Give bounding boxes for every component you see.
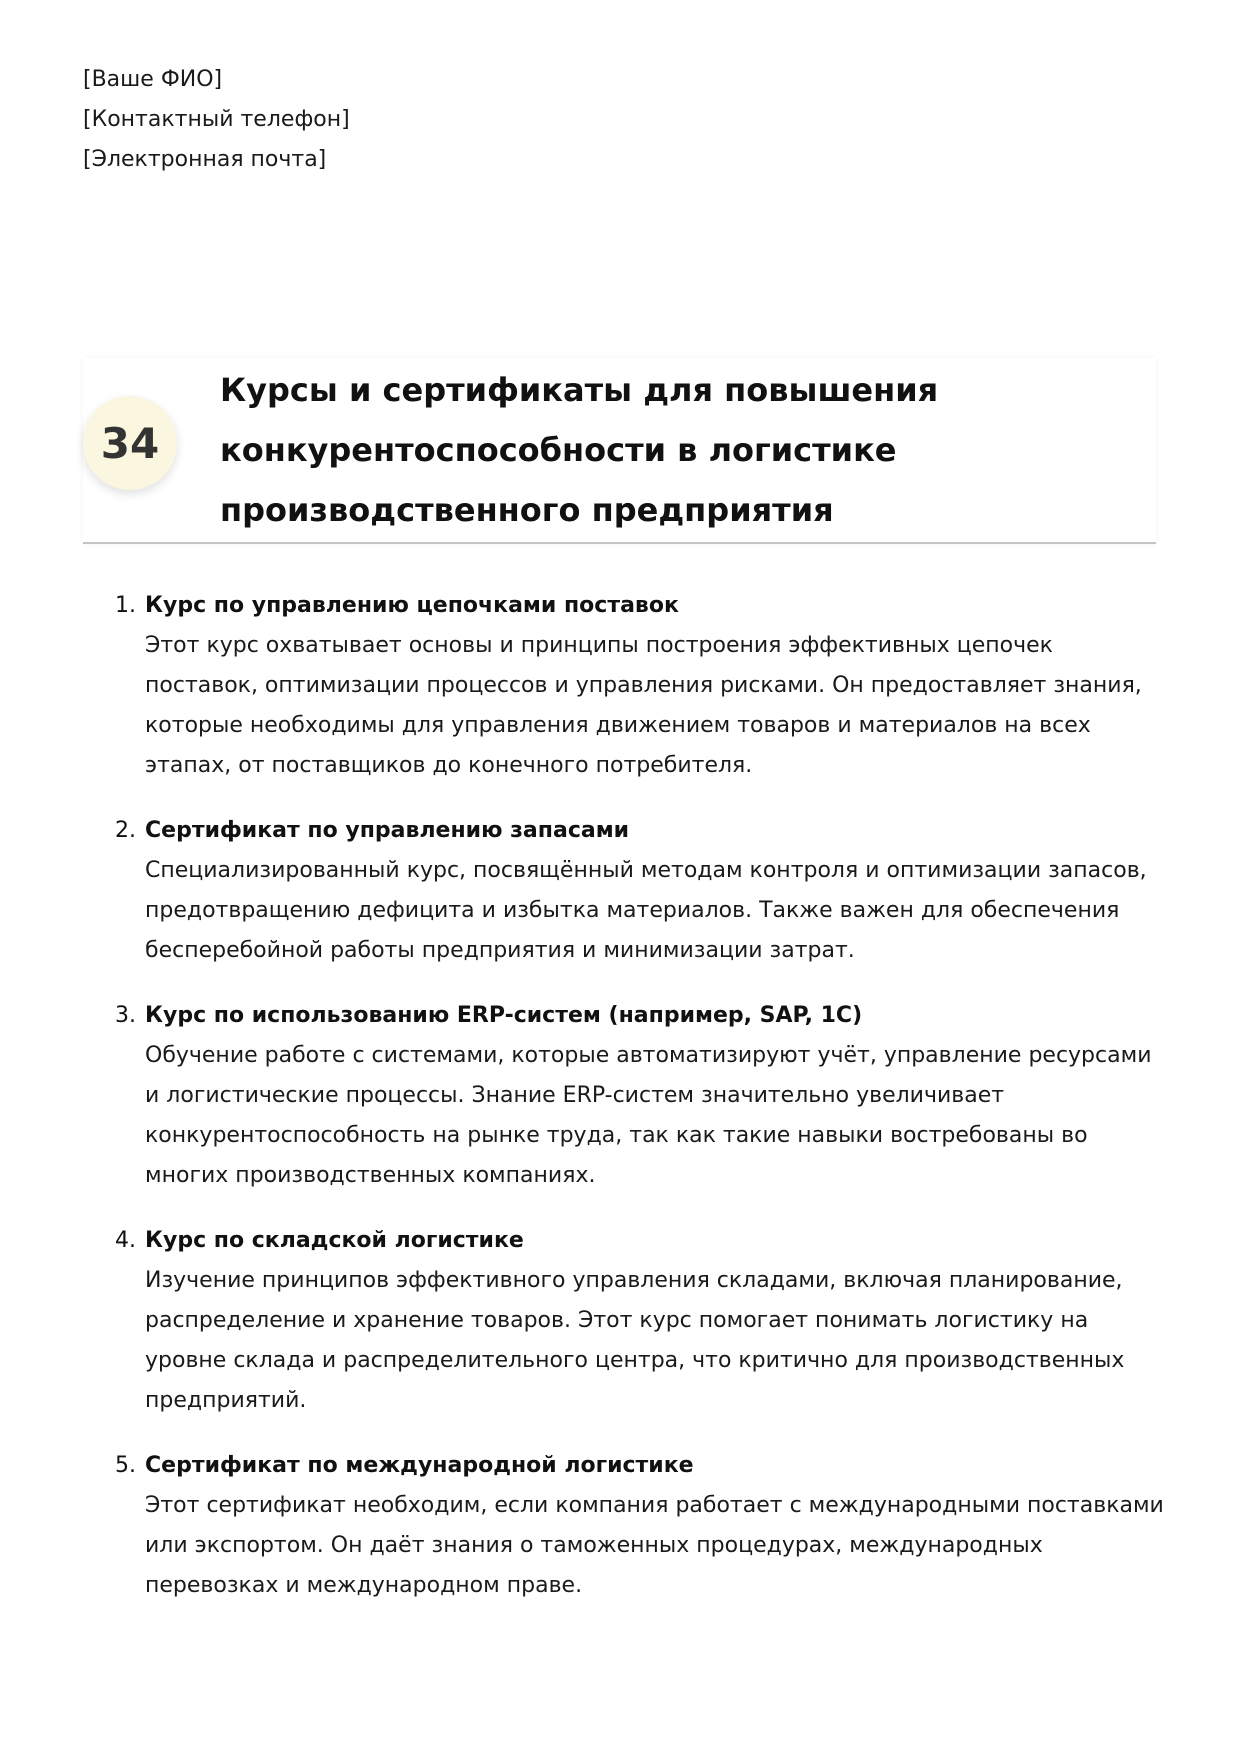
list-item-number: 2. [115, 818, 136, 843]
course-title: Курс по складской логистике [145, 1228, 524, 1253]
course-title: Курс по управлению цепочками поставок [145, 593, 679, 618]
list-item [104, 811, 1164, 971]
course-description: Изучение принципов эффективного управления складами, включая планирование, распределение и хранение товаров. Этот курс помогает понимать логистику на уровне склада и распределительного центра, что критично для производственных предприятий. [145, 1268, 1125, 1413]
list-item-number: 5. [115, 1453, 136, 1478]
list-item [104, 1446, 1164, 1606]
list-item [104, 586, 1164, 786]
contact-email: [Электронная почта] [83, 147, 327, 172]
section-header [83, 358, 1156, 544]
contact-phone: [Контактный телефон] [83, 107, 350, 132]
course-title: Сертификат по международной логистике [145, 1453, 694, 1478]
section-title: Курсы и сертификаты для повышения конкурентоспособности в логистике производственного предприятия [220, 371, 939, 529]
list-item [104, 996, 1164, 1196]
course-description: Этот сертификат необходим, если компания работает с международными поставками или экспортом. Он даёт знания о таможенных процедурах, международных перевозках и международном праве. [145, 1493, 1164, 1598]
list-item-number: 3. [115, 1003, 136, 1028]
course-title: Сертификат по управлению запасами [145, 818, 630, 843]
list-item-number: 1. [115, 593, 136, 618]
contact-name: [Ваше ФИО] [83, 67, 223, 92]
list-item-number: 4. [115, 1228, 136, 1253]
course-list [104, 586, 1164, 1631]
list-item [104, 1221, 1164, 1421]
course-description: Специализированный курс, посвящённый методам контроля и оптимизации запасов, предотвращению дефицита и избытка материалов. Также важен для обеспечения бесперебойной работы предприятия и минимизации затрат. [145, 858, 1147, 963]
course-title: Курс по использованию ERP-систем (например, SAP, 1C) [145, 1003, 863, 1028]
course-description: Обучение работе с системами, которые автоматизируют учёт, управление ресурсами и логистические процессы. Знание ERP-систем значительно увеличивает конкурентоспособность на рынке труда, так как такие навыки востребованы во многих производственных компаниях. [145, 1043, 1152, 1188]
contact-block [83, 60, 350, 180]
course-description: Этот курс охватывает основы и принципы построения эффективных цепочек поставок, оптимизации процессов и управления рисками. Он предоставляет знания, которые необходимы для управления движением товаров и материалов на всех этапах, от поставщиков до конечного потребителя. [145, 633, 1142, 778]
section-number-badge: 34 [83, 396, 177, 490]
